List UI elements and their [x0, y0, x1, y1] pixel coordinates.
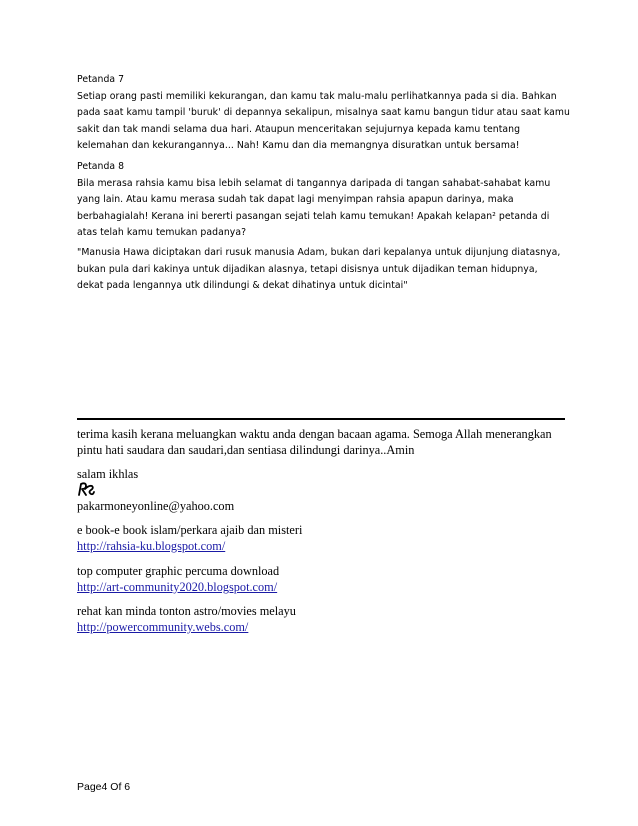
thanks-line: pintu hati saudara dan saudari,dan sentiasa dilindungi darinya..Amin	[77, 443, 415, 457]
thanks-line: terima kasih kerana meluangkan waktu anda dengan bacaan agama. Semoga Allah menerangkan	[77, 427, 552, 441]
section-petanda-8	[77, 159, 577, 242]
paragraph-line: yang lain. Atau kamu merasa sudah tak dapat lagi menyimpan rahsia apapun darinya, maka	[77, 194, 514, 205]
link-block	[77, 563, 577, 595]
section-heading: Petanda 8	[77, 161, 125, 172]
quote-line: dekat pada lengannya utk dilindungi & dekat dihatinya untuk dicintai"	[77, 280, 408, 291]
salam-text	[77, 466, 577, 482]
link-block	[77, 603, 577, 635]
blog-link[interactable]: http://art-community2020.blogspot.com/	[77, 580, 278, 594]
paragraph-line: berbahagialah! Kerana ini bererti pasangan sejati telah kamu temukan! Apakah kelapan² petanda di	[77, 210, 550, 222]
horizontal-divider	[77, 418, 565, 420]
paragraph-line: Setiap orang pasti memiliki kekurangan, dan kamu tak malu-malu perlihatkannya pada si dia. Bahkan	[77, 90, 557, 102]
blog-link[interactable]: http://rahsia-ku.blogspot.com/	[77, 539, 226, 553]
link-block	[77, 522, 577, 554]
email-address: pakarmoneyonline@yahoo.com	[77, 499, 235, 513]
quote-line: "Manusia Hawa diciptakan dari rusuk manusia Adam, bukan dari kepalanya untuk dijunjung diatasnya,	[77, 247, 561, 258]
blog-link[interactable]: http://powercommunity.webs.com/	[77, 620, 249, 634]
paragraph-line: atas telah kamu temukan padanya?	[77, 227, 247, 238]
paragraph-line: pada saat kamu tampil 'buruk' di depannya sekalipun, misalnya saat kamu bangun tidur atau saat kamu	[77, 107, 570, 118]
email-text	[77, 498, 577, 514]
quote-line: bukan pula dari kakinya untuk dijadikan alasnya, tetapi disisnya untuk dijadikan teman hidupnya,	[77, 263, 538, 275]
salam-label: salam ikhlas	[77, 467, 139, 481]
paragraph-line: kelemahan dan kekurangannya... Nah! Kamu dan dia memangnya disuratkan untuk bersama!	[77, 140, 520, 151]
link-label: rehat kan minda tonton astro/movies melayu	[77, 604, 296, 618]
signature-icon	[77, 482, 95, 496]
page-number: Page4 Of 6	[77, 781, 131, 793]
paragraph-line: sakit dan tak mandi selama dua hari. Ataupun menceritakan sejujurnya kepada kamu tentang	[77, 123, 521, 135]
section-petanda-7	[77, 72, 577, 155]
link-label: top computer graphic percuma download	[77, 564, 280, 578]
link-label: e book-e book islam/perkara ajaib dan misteri	[77, 523, 303, 537]
quote-block	[77, 245, 577, 295]
section-heading: Petanda 7	[77, 74, 125, 85]
paragraph-line: Bila merasa rahsia kamu bisa lebih selamat di tangannya daripada di tangan sahabat-sahabat kamu	[77, 177, 551, 189]
thanks-paragraph	[77, 426, 577, 458]
